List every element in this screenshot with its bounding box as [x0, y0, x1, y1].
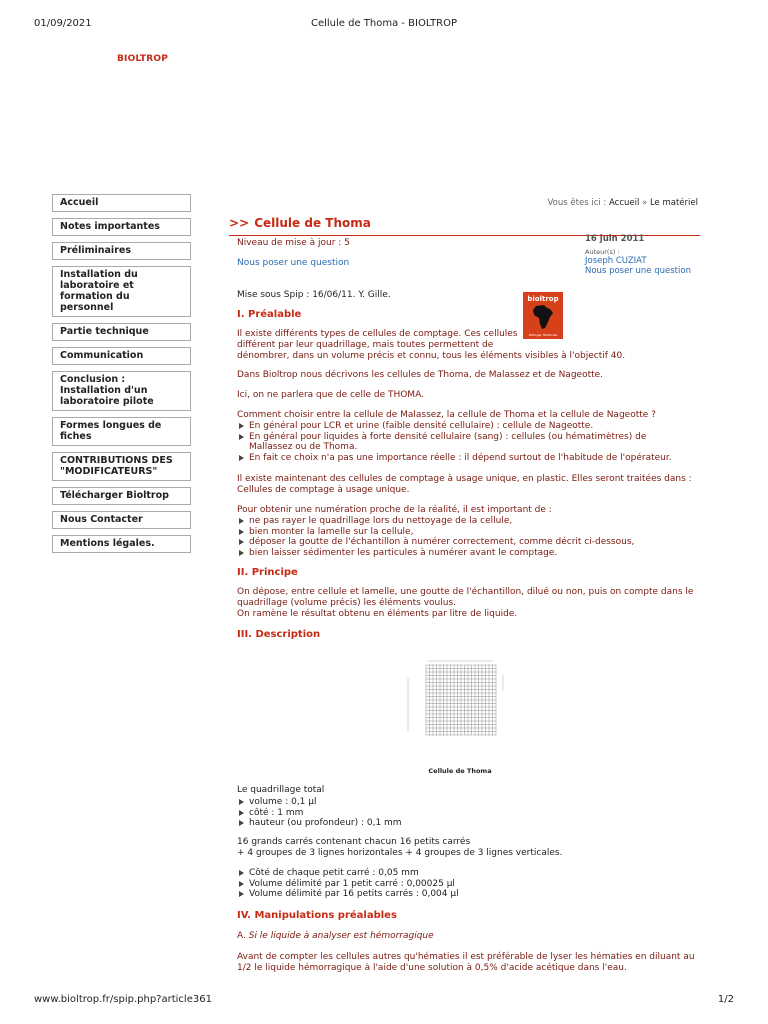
- text-line: dénombrer, dans un volume précis et connu, tous les éléments visibles à l'objectif 40.: [237, 351, 626, 361]
- paragraph-grid-total: Le quadrillage total: [237, 785, 325, 795]
- section-heading-prealable: I. Préalable: [237, 309, 302, 320]
- paragraph-thoma-only: Ici, on ne parlera que de celle de THOMA.: [237, 390, 424, 400]
- text-line: On dépose, entre cellule et lamelle, une goutte de l'échantillon, dilué ou non, puis on compte dans le: [237, 587, 694, 597]
- author-label: Auteur(s) :: [585, 248, 620, 256]
- text-line: 16 grands carrés contenant chacun 16 petits carrés: [237, 837, 471, 847]
- choice-list: [237, 421, 682, 463]
- list-item: volume : 0,1 µl: [237, 797, 537, 808]
- paragraph-lyse: [237, 952, 695, 974]
- list-item: bien laisser sédimenter les particules à numérer avant le comptage.: [237, 548, 682, 559]
- print-date: 01/09/2021: [34, 18, 92, 29]
- list-item: bien monter la lamelle sur la cellule,: [237, 527, 682, 538]
- text-line: + 4 groupes de 3 lignes horizontales + 4 groupes de 3 lignes verticales.: [237, 848, 563, 858]
- title-arrow: >>: [229, 216, 250, 230]
- ask-question-link[interactable]: Nous poser une question: [237, 258, 350, 268]
- print-page-number: 1/2: [717, 994, 734, 1005]
- list-item: déposer la goutte de l'échantillon à numérer correctement, comme décrit ci-dessous,: [237, 537, 682, 548]
- nav-item-preliminaires[interactable]: Préliminaires: [52, 242, 191, 260]
- subheading-a: [237, 931, 434, 942]
- nav-item-contact[interactable]: Nous Contacter: [52, 511, 191, 529]
- breadcrumb-prefix: Vous êtes ici :: [547, 198, 607, 208]
- section-heading-principe: II. Principe: [237, 567, 298, 578]
- article-date: 16 juin 2011: [585, 234, 645, 244]
- list-item: En fait ce choix n'a pas une importance réelle : il dépend surtout de l'habitude de l'opérateur.: [237, 453, 682, 464]
- article-title-row: [229, 212, 700, 236]
- update-level: Niveau de mise à jour : 5: [237, 238, 350, 248]
- breadcrumb: [500, 198, 698, 208]
- paragraph-choice-question: Comment choisir entre la cellule de Malassez, la cellule de Thoma et la cellule de Nageotte ?: [237, 410, 656, 420]
- breadcrumb-separator: »: [642, 198, 648, 208]
- list-item: En général pour LCR et urine (faible densité cellulaire) : cellule de Nageotte.: [237, 421, 682, 432]
- logo-text: bioltrop: [527, 295, 559, 303]
- author-ask-link[interactable]: Nous poser une question: [585, 266, 691, 276]
- site-brand[interactable]: BIOLTROP: [117, 54, 169, 64]
- spip-note: Mise sous Spip : 16/06/11. Y. Gille.: [237, 290, 391, 300]
- list-item: ne pas rayer le quadrillage lors du nettoyage de la cellule,: [237, 516, 682, 527]
- paragraph-prealable: [237, 329, 625, 362]
- list-item: En général pour liquides à forte densité cellulaire (sang) : cellules (ou hématimètres) de Mallassez ou de Thoma.: [237, 432, 682, 453]
- breadcrumb-home-link[interactable]: Accueil: [609, 198, 640, 208]
- list-item: Volume délimité par 16 petits carrés : 0,004 µl: [237, 889, 537, 900]
- tips-list: [237, 516, 682, 558]
- nav-item-formes-longues[interactable]: Formes longues de fiches: [52, 417, 191, 446]
- figure-caption: Cellule de Thoma: [428, 767, 492, 775]
- subheading-a-text: Si le liquide à analyser est hémorragique: [248, 931, 434, 941]
- print-title: Cellule de Thoma - BIOLTROP: [310, 18, 458, 29]
- print-url: www.bioltrop.fr/spip.php?article361: [34, 994, 212, 1005]
- paragraph-principe: [237, 587, 693, 620]
- text-line: On ramène le résultat obtenu en éléments par litre de liquide.: [237, 609, 518, 619]
- author-link[interactable]: Joseph CUZIAT: [585, 256, 647, 266]
- page-title: Cellule de Thoma: [254, 216, 371, 230]
- text-line: Cellules de comptage à usage unique.: [237, 485, 410, 495]
- sidebar-nav: [52, 194, 191, 559]
- africa-map-icon: [532, 304, 554, 330]
- text-line: différent par leur quadrillage, mais toutes permettent de: [237, 340, 494, 350]
- text-line: Il existe maintenant des cellules de comptage à usage unique, en plastic. Elles seront traitées dans :: [237, 474, 692, 484]
- text-line: quadrillage (volume précis) les éléments voulus.: [237, 598, 456, 608]
- list-item: côté : 1 mm: [237, 808, 537, 819]
- paragraph-numeration: Pour obtenir une numération proche de la réalité, il est important de :: [237, 505, 552, 515]
- nav-item-contributions[interactable]: CONTRIBUTIONS DES "MODIFICATEURS": [52, 452, 191, 481]
- paragraph-grid-detail: [237, 837, 562, 859]
- list-item: Côté de chaque petit carré : 0,05 mm: [237, 868, 537, 879]
- dimensions-list: [237, 797, 537, 829]
- nav-item-communication[interactable]: Communication: [52, 347, 191, 365]
- logo-subtitle: BIOlogie TROPicale: [528, 333, 558, 337]
- nav-item-partie-technique[interactable]: Partie technique: [52, 323, 191, 341]
- text-line: Il existe différents types de cellules de comptage. Ces cellules: [237, 329, 518, 339]
- text-line: 1/2 le liquide hémorragique à l'aide d'une solution à 0,5% d'acide acétique dans l'eau.: [237, 963, 627, 973]
- paragraph-single-use: [237, 474, 692, 496]
- list-item: hauteur (ou profondeur) : 0,1 mm: [237, 818, 537, 829]
- nav-item-notes-importantes[interactable]: Notes importantes: [52, 218, 191, 236]
- list-item: Volume délimité par 1 petit carré : 0,00025 µl: [237, 879, 537, 890]
- paragraph-bioltrop: Dans Bioltrop nous décrivons les cellules de Thoma, de Malassez et de Nageotte.: [237, 370, 604, 380]
- thoma-grid-figure: [398, 653, 518, 753]
- section-heading-manipulations: IV. Manipulations préalables: [237, 910, 397, 921]
- nav-item-accueil[interactable]: Accueil: [52, 194, 191, 212]
- text-line: Avant de compter les cellules autres qu'hématies il est préférable de lyser les hématies en diluant au: [237, 952, 695, 962]
- nav-item-telecharger[interactable]: Télécharger Bioltrop: [52, 487, 191, 505]
- nav-item-conclusion[interactable]: Conclusion : Installation d'un laboratoire pilote: [52, 371, 191, 411]
- breadcrumb-current-link[interactable]: Le matériel: [649, 198, 698, 208]
- small-square-list: [237, 868, 537, 900]
- nav-item-installation[interactable]: Installation du laboratoire et formation du personnel: [52, 266, 191, 317]
- subheading-a-prefix: A.: [237, 931, 246, 941]
- section-heading-description: III. Description: [237, 629, 321, 640]
- nav-item-mentions-legales[interactable]: Mentions légales.: [52, 535, 191, 553]
